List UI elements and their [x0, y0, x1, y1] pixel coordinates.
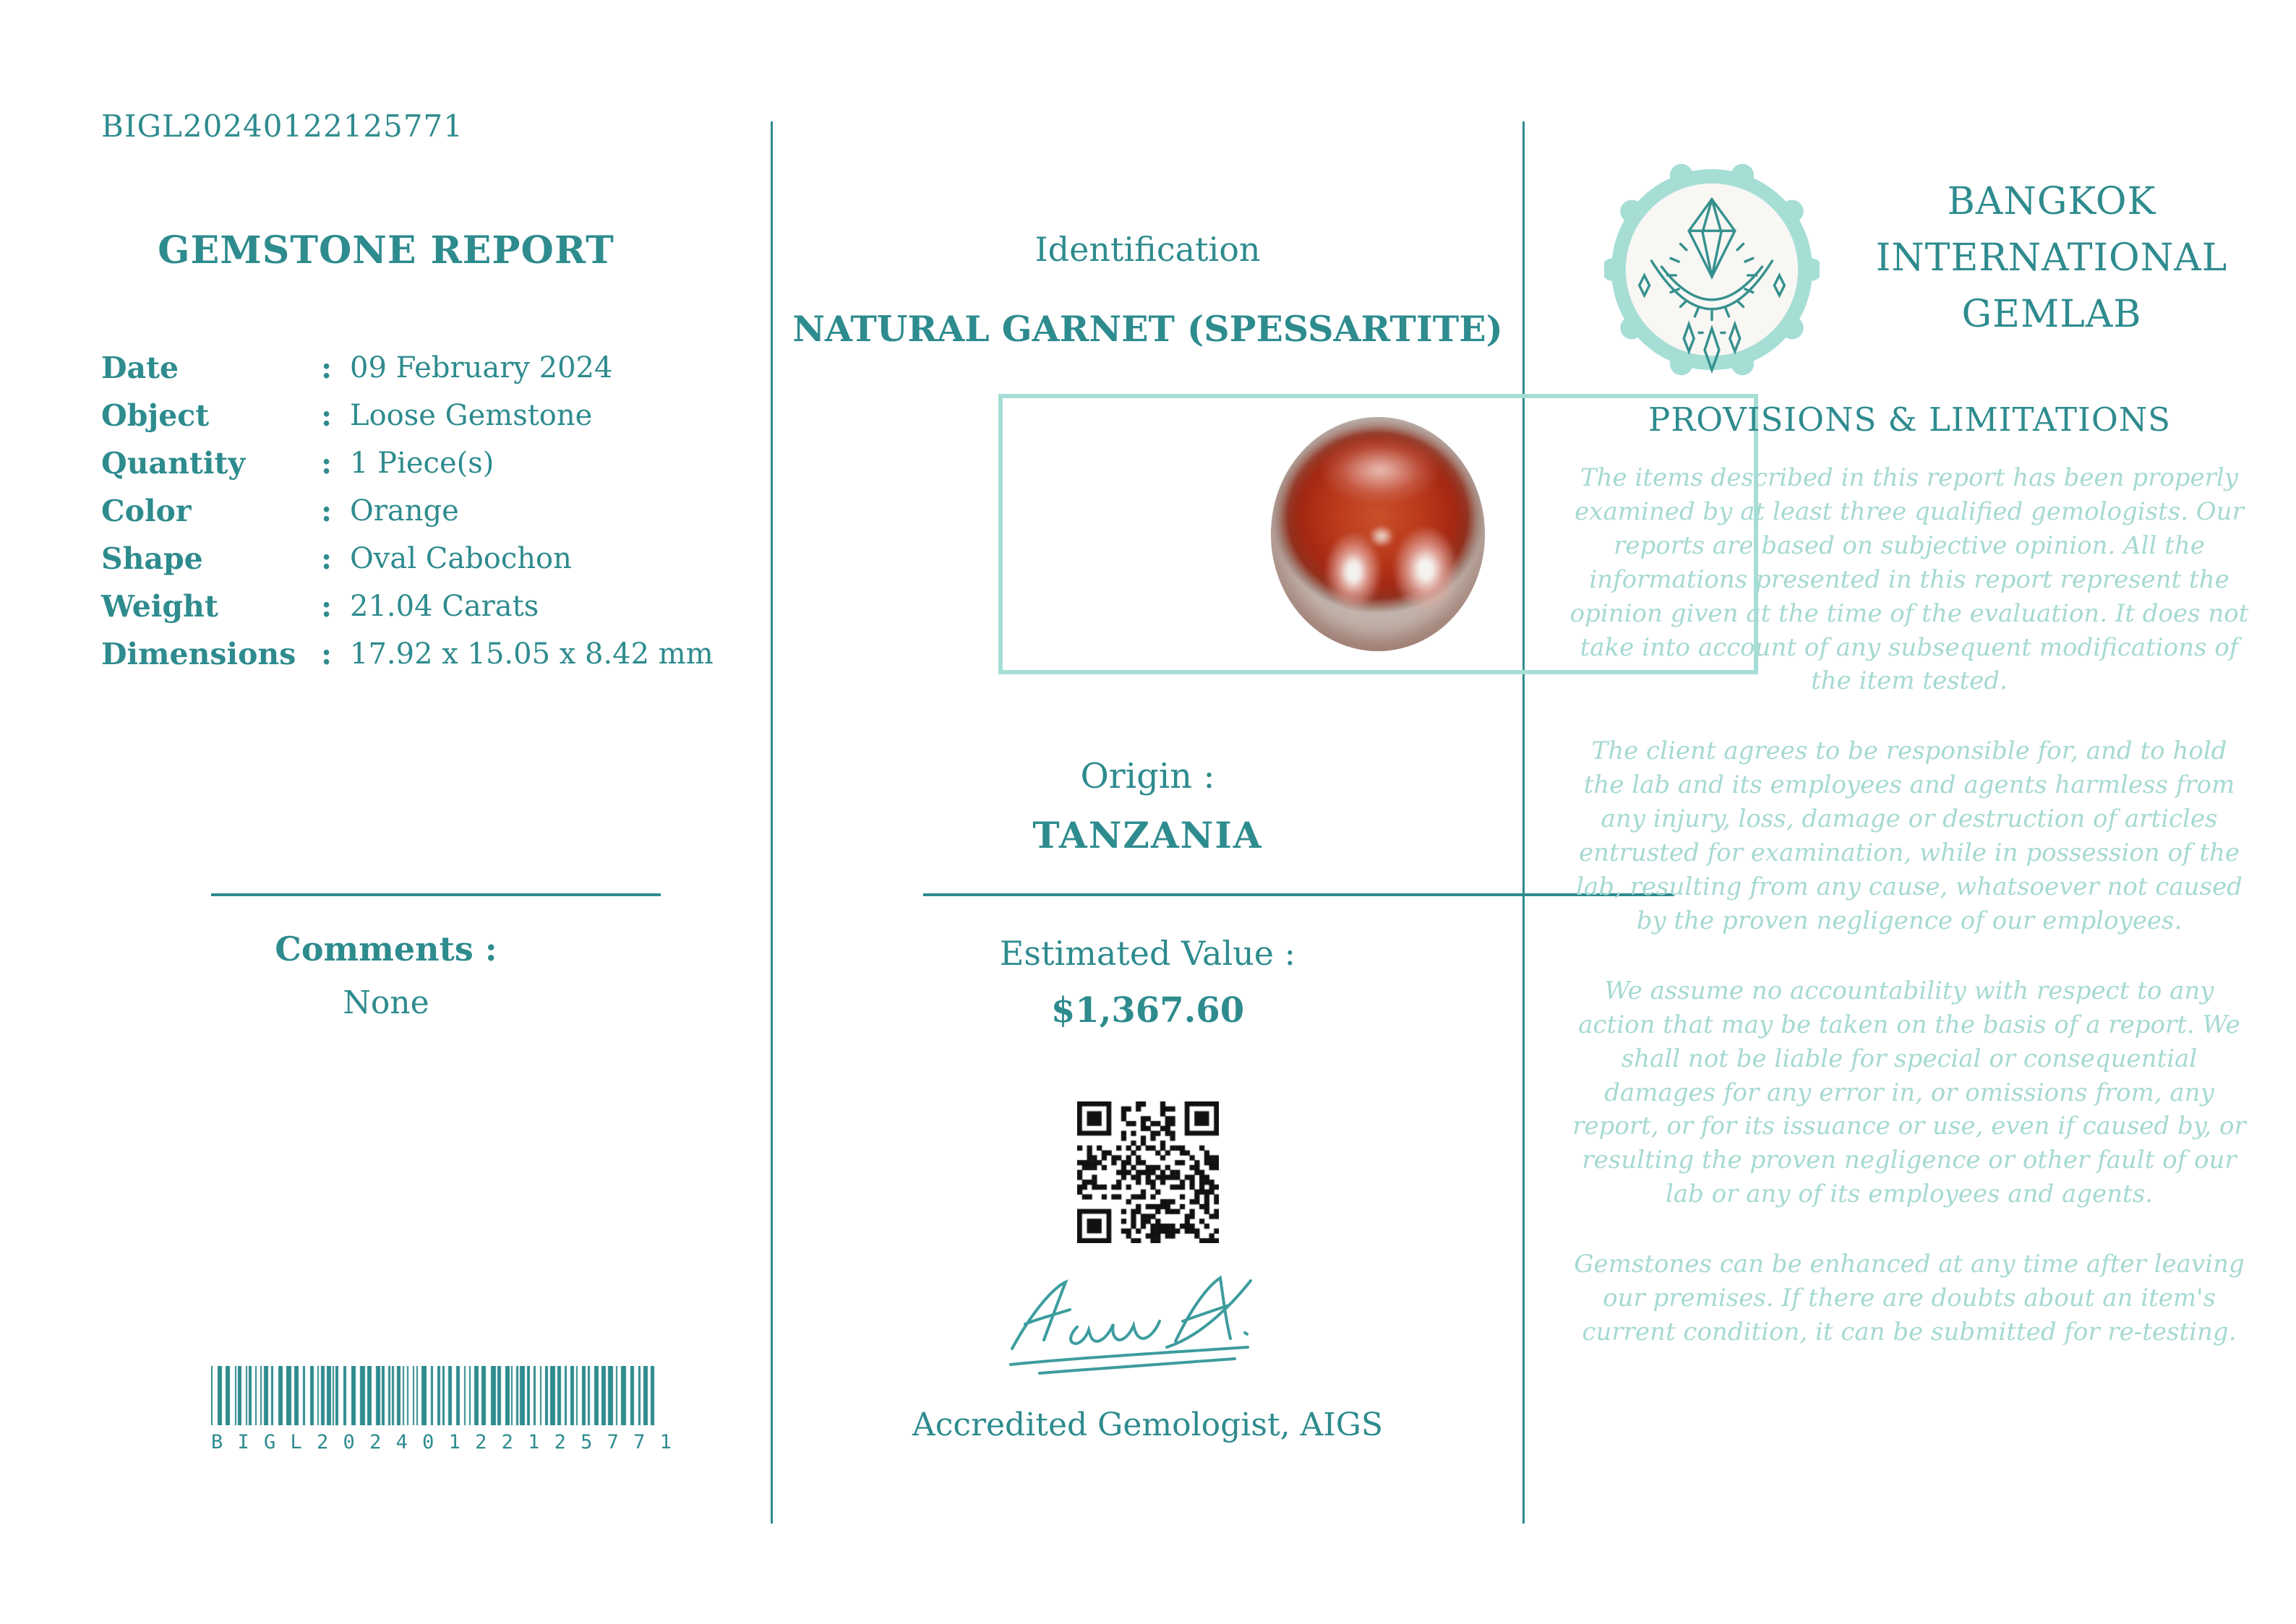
- lab-name-line: BANGKOK: [1947, 180, 2156, 223]
- estimated-value: $1,367.60: [1050, 990, 1245, 1031]
- provisions-title: PROVISIONS & LIMITATIONS: [1648, 400, 2171, 439]
- field-row-object: [101, 392, 752, 439]
- comments-label: Comments :: [275, 929, 497, 968]
- field-colon: :: [321, 351, 333, 385]
- lab-name-line: GEMLAB: [1961, 293, 2142, 336]
- comments-value: None: [343, 984, 429, 1021]
- field-colon: :: [321, 637, 333, 671]
- provisions-paragraph: Gemstones can be enhanced at any time after leaving our premises. If there are doubts about an item's current condition, it can be submitted for re-testing.: [1574, 1250, 2245, 1346]
- signature-icon: [996, 1263, 1300, 1393]
- origin-value: TANZANIA: [1032, 814, 1263, 856]
- origin-label: Origin :: [1080, 756, 1215, 796]
- provisions-paragraph: We assume no accountability with respect to any action that may be taken on the basis of a report. We shall not be liable for special or consequential damages for any error in, or omissions from, any report, or for its issuance or use, even if caused by, or resulting the proven negligence or other fault of our lab or any of its employees and agents.: [1572, 976, 2246, 1209]
- field-value: 1 Piece(s): [350, 447, 494, 480]
- field-row-weight: [101, 583, 752, 630]
- lab-logo-svg: [1604, 162, 1820, 377]
- field-row-date: [101, 344, 752, 392]
- lab-name-line: INTERNATIONAL: [1875, 236, 2228, 280]
- field-label: Date: [101, 351, 179, 385]
- field-value: Loose Gemstone: [350, 399, 593, 432]
- field-label: Weight: [101, 589, 218, 624]
- field-value: 17.92 x 15.05 x 8.42 mm: [350, 637, 714, 671]
- field-row-shape: [101, 535, 752, 583]
- gem-highlight: [1369, 525, 1394, 547]
- lab-column: [1523, 0, 2296, 1624]
- field-row-color: [101, 487, 752, 535]
- barcode-image: [211, 1366, 658, 1425]
- qr-code-block: [772, 1101, 1523, 1246]
- field-value: 09 February 2024: [350, 351, 613, 384]
- field-colon: :: [321, 541, 333, 576]
- field-value: Orange: [350, 494, 459, 528]
- estimated-value-label: Estimated Value :: [999, 934, 1296, 973]
- provisions-paragraph: The items described in this report has been properly examined by at least three qualified gemologists. Our reports are based on subjective opinion. All the informations presented in this report represent the opinion given at the time of the evaluation. It does not take into account of any subsequent modifications of the item tested.: [1569, 463, 2249, 696]
- identification-heading: Identification: [1035, 230, 1261, 269]
- report-fields: [101, 344, 752, 678]
- barcode-text: B I G L 2 0 2 4 0 1 2 2 1 2 5 7 7 1: [211, 1431, 673, 1453]
- field-colon: :: [321, 589, 333, 624]
- report-title: GEMSTONE REPORT: [158, 228, 614, 272]
- field-label: Dimensions: [101, 637, 296, 671]
- field-label: Object: [101, 398, 210, 433]
- signature-block: [772, 1263, 1523, 1396]
- field-label: Quantity: [101, 446, 246, 481]
- field-colon: :: [321, 446, 333, 481]
- gemstone-photo: [1271, 417, 1485, 651]
- field-colon: :: [321, 494, 333, 528]
- identification-result: NATURAL GARNET (SPESSARTITE): [792, 308, 1503, 350]
- field-value: Oval Cabochon: [350, 542, 572, 575]
- gem-highlight: [1392, 525, 1459, 614]
- barcode: [211, 1366, 673, 1453]
- identification-column: [772, 0, 1523, 1624]
- gem-highlight: [1319, 436, 1442, 505]
- provisions-paragraph: The client agrees to be responsible for, and to hold the lab and its employees and agents harmless from any injury, loss, damage or destruction of articles entrusted for examination, while in possession of the lab, resulting from any cause, whatsoever not caused by the proven negligence of our employees.: [1576, 736, 2243, 935]
- field-row-quantity: [101, 439, 752, 487]
- field-colon: :: [321, 398, 333, 433]
- provisions-text: [1568, 461, 2250, 1385]
- logo-scallop-border: [1604, 164, 1820, 375]
- comments-divider-line: [211, 893, 661, 896]
- field-label: Color: [101, 494, 192, 528]
- lab-name: [1833, 173, 2271, 343]
- field-row-dimensions: [101, 630, 752, 678]
- qr-code: [1077, 1101, 1219, 1243]
- signatory-title: Accredited Gemologist, AIGS: [912, 1406, 1384, 1443]
- field-value: 21.04 Carats: [350, 590, 539, 623]
- certificate-number: BIGL20240122125771: [101, 108, 463, 144]
- field-label: Shape: [101, 541, 203, 576]
